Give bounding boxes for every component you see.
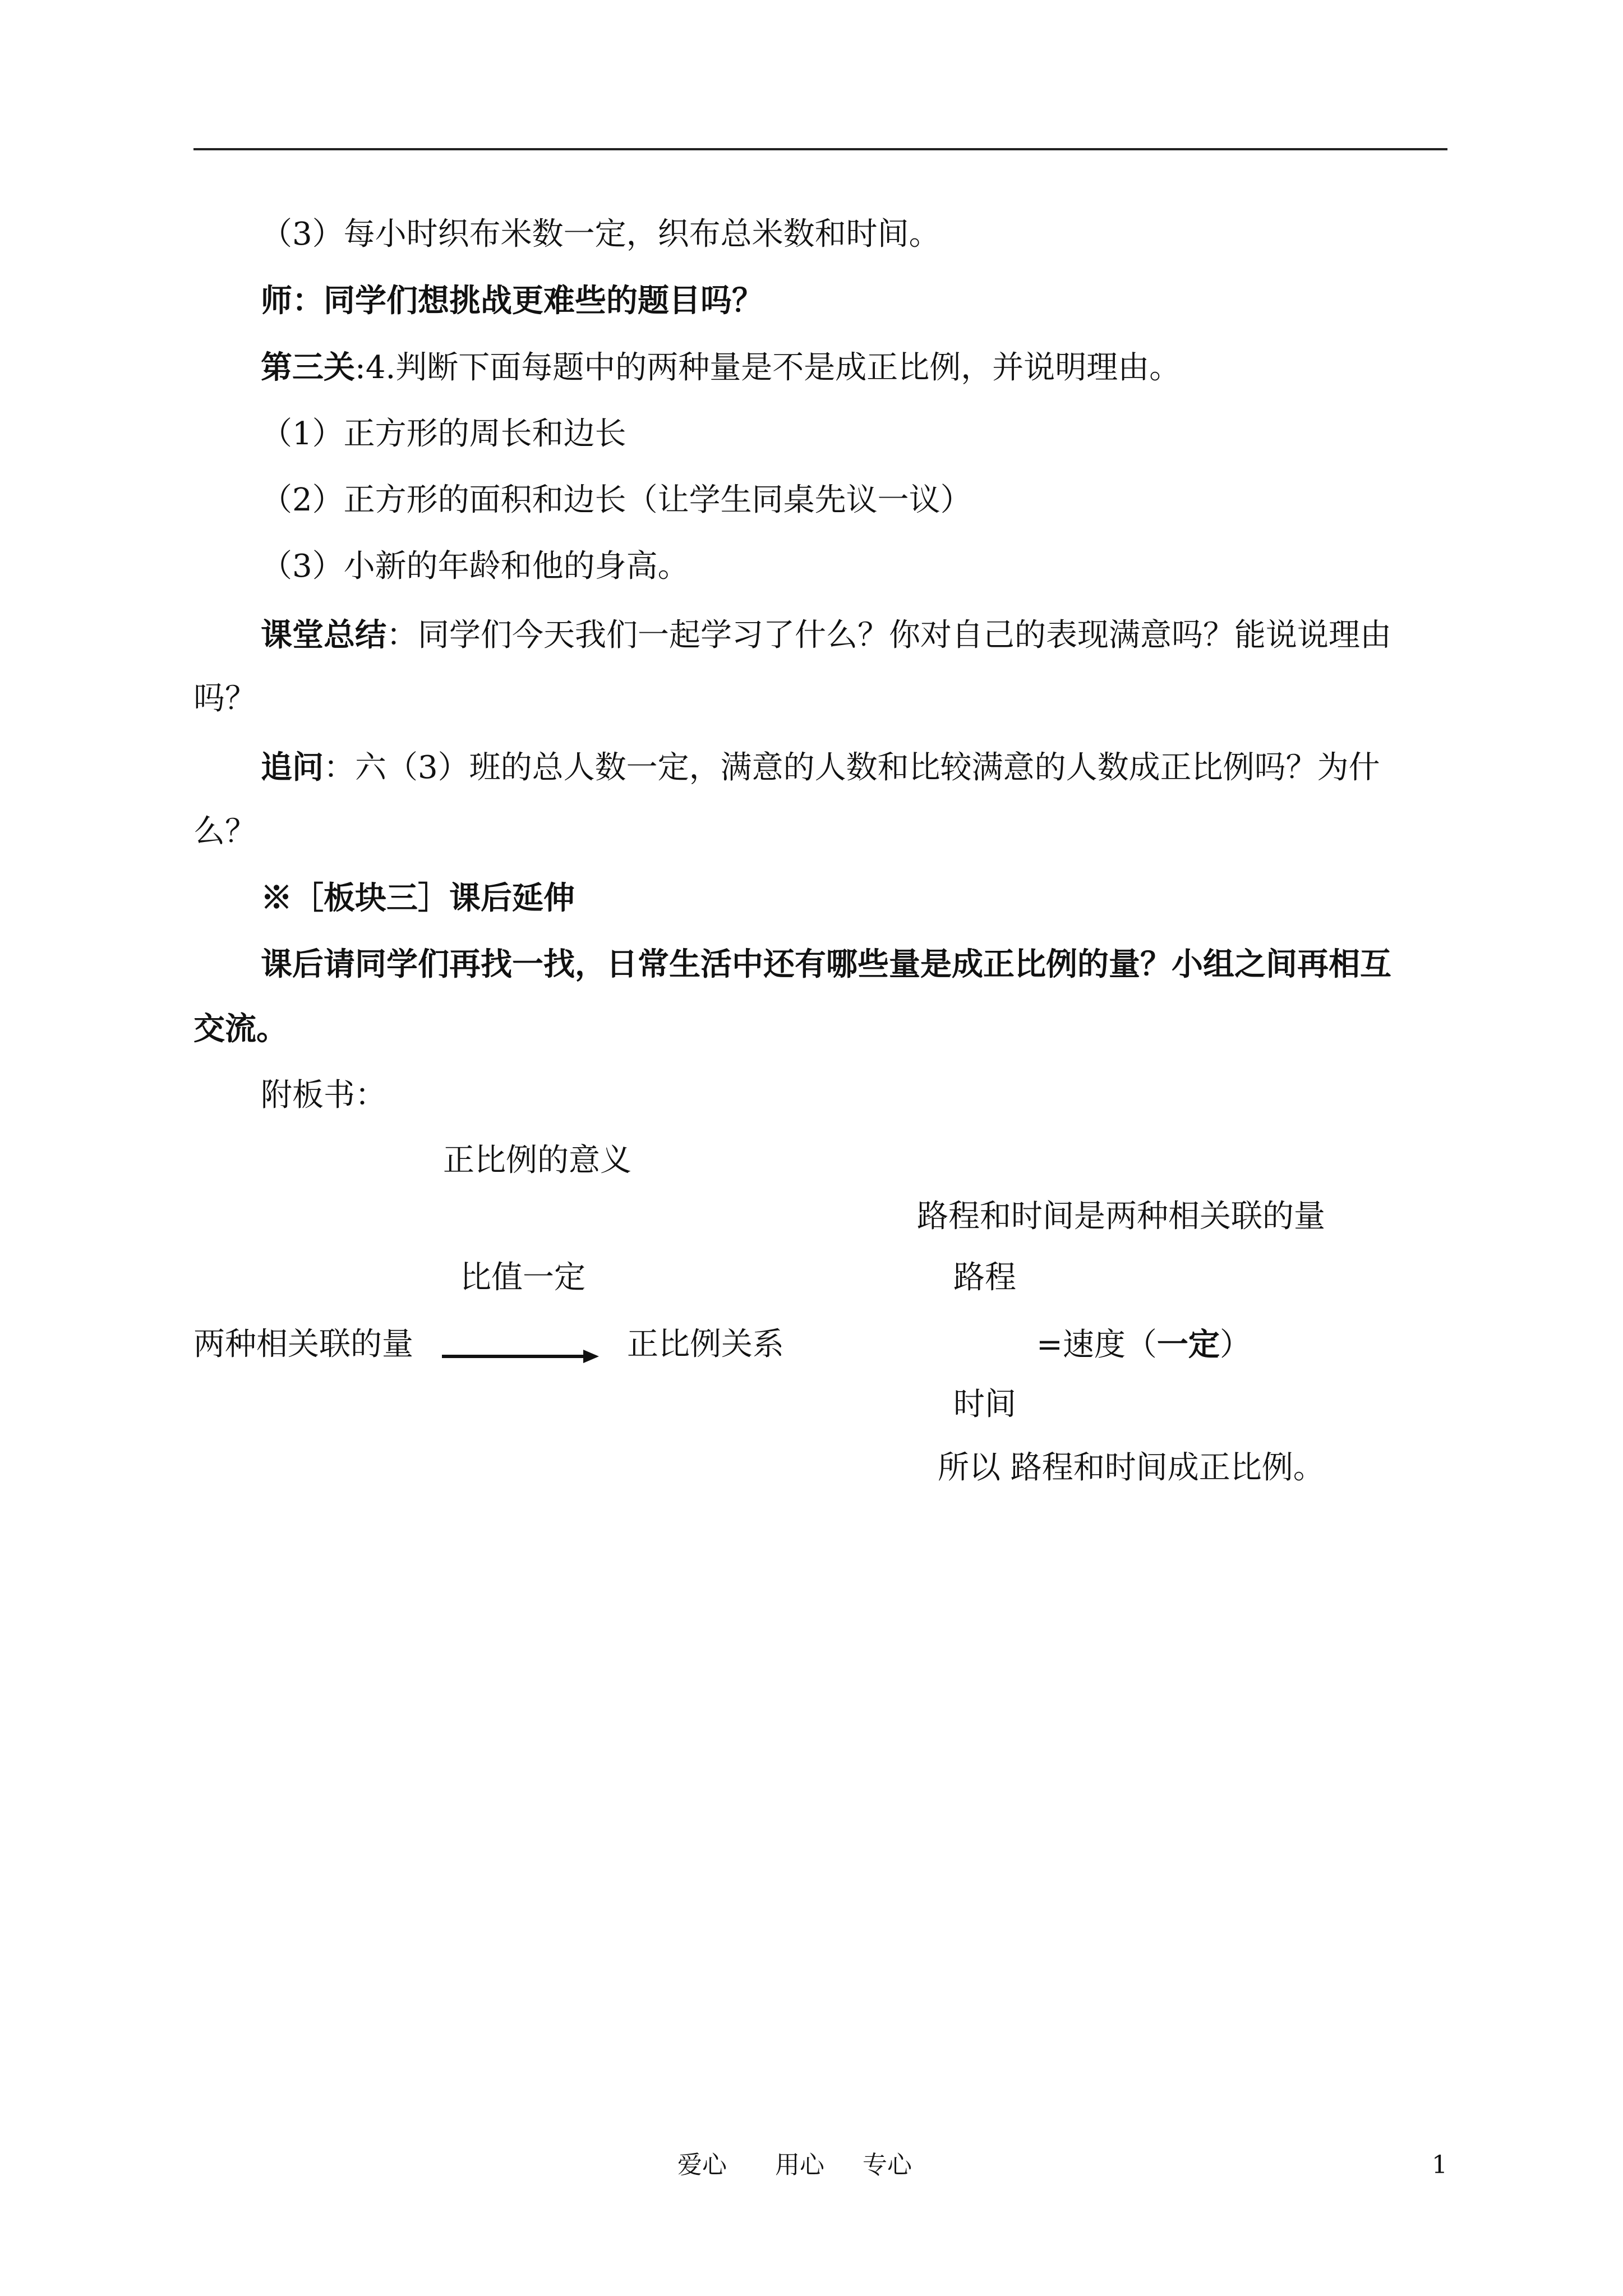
- board-conclusion: 所以 路程和时间成正比例。: [938, 1450, 1325, 1486]
- speed-fixed-line: [1036, 1326, 1251, 1364]
- follow-up-line: [261, 748, 1380, 787]
- level-three-label: 第三关: [261, 349, 355, 386]
- footer-word-focus: 专心: [863, 2151, 912, 2179]
- class-summary-continuation: 吗？: [193, 680, 256, 717]
- fraction-denominator: 时间: [953, 1386, 1016, 1423]
- fraction-numerator: 路程: [953, 1259, 1016, 1296]
- text-line-weaving: （3）每小时织布米数一定，织布总米数和时间。: [261, 216, 940, 252]
- ratio-fixed-label: 比值一定: [460, 1259, 585, 1296]
- homework-line: 课后请同学们再找一找，日常生活中还有哪些量是成正比例的量？小组之间再相互: [261, 946, 1391, 983]
- page-number: 1: [1432, 2151, 1447, 2179]
- board-notes-label: 附板书：: [261, 1077, 386, 1114]
- header-rule: [193, 148, 1447, 150]
- related-quantities-label: 两种相关联的量: [193, 1326, 413, 1363]
- homework-continuation: 交流。: [193, 1010, 288, 1047]
- follow-up-label: 追问: [261, 749, 324, 786]
- right-arrow-icon: [442, 1349, 599, 1364]
- teacher-question: 师：同学们想挑战更难些的题目吗？: [261, 282, 763, 319]
- level-three-line: [261, 348, 1181, 387]
- footer-word-diligence: 用心: [775, 2151, 824, 2179]
- level-three-text: :4.判断下面每题中的两种量是不是成正比例，并说明理由。: [355, 349, 1181, 386]
- footer-word-love: 爱心: [677, 2151, 727, 2179]
- board-right-header: 路程和时间是两种相关联的量: [917, 1198, 1325, 1235]
- equals-speed-text: =速度（: [1036, 1327, 1157, 1363]
- fixed-word: 一定: [1156, 1326, 1220, 1363]
- close-paren: ）: [1219, 1327, 1251, 1363]
- follow-up-continuation: 么？: [193, 813, 256, 850]
- item-area: （2）正方形的面积和边长（让学生同桌先议一议）: [261, 482, 972, 518]
- item-age-height: （3）小新的年龄和他的身高。: [261, 548, 689, 585]
- item-perimeter: （1）正方形的周长和边长: [261, 416, 626, 452]
- section-heading: ※［板块三］课后延伸: [261, 880, 575, 917]
- class-summary-line: [261, 616, 1391, 655]
- proportional-relation-label: 正比例关系: [627, 1326, 784, 1363]
- follow-up-text: ：六（3）班的总人数一定，满意的人数和比较满意的人数成正比例吗？为什: [324, 749, 1380, 786]
- class-summary-text: ：同学们今天我们一起学习了什么？你对自己的表现满意吗？能说说理由: [386, 617, 1391, 654]
- board-title: 正比例的意义: [443, 1142, 631, 1179]
- class-summary-label: 课堂总结: [261, 616, 386, 654]
